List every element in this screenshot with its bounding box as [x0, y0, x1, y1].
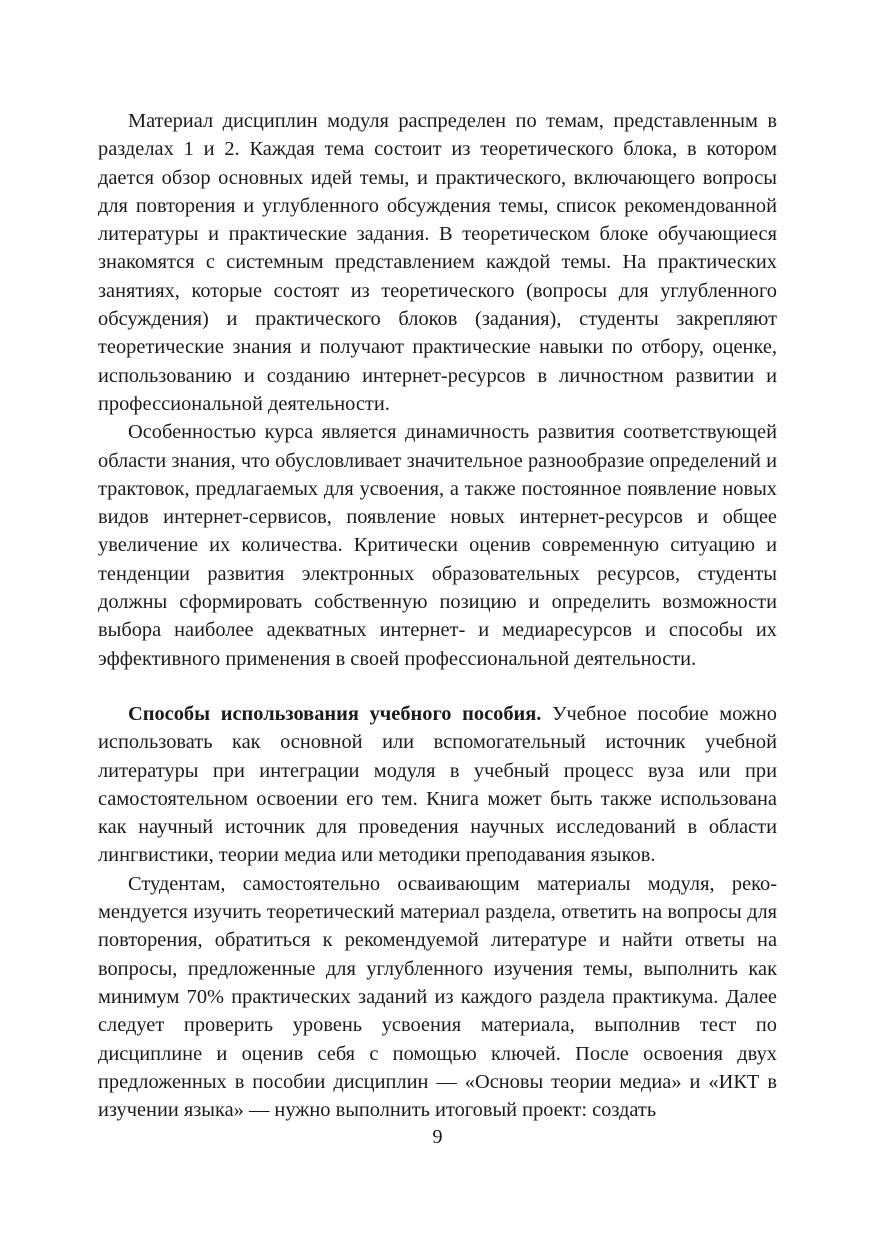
- paragraph-usage-methods: [98, 700, 777, 870]
- usage-methods-text: Учебное пособие можно использовать как основной или вспомогательный источник учебной литературы при интеграции модуля в учебный процесс вуза или при самостоятельном освоении его тем. Книга может быть также использована как научный источник для проведения научных исследований в области лингвистики, теории медиа или методики преподавания языков.: [98, 702, 777, 867]
- paragraph-gap: [98, 673, 777, 700]
- paragraph-student-recommendations: Студентам, самостоятельно осваивающим материалы модуля, рекомендуется изучить теоретический материал раздела, ответить на вопросы для повторения, обратиться к рекомендуемой литературе и найти ответы на вопросы, предложенные для углубленного изучения темы, выполнить как минимум 70% практических заданий из каждого раздела практикума. Далее следует проверить уровень усвоения материала, выполнив тест по дисциплине и оценив себя с помощью ключей. После освоения двух предложенных в пособии дисциплин — «Основы теории медиа» и «ИКТ в изучении языка» — нужно выполнить итоговый проект: создать: [98, 872, 777, 1122]
- usage-methods-heading: Способы использования учебного пособия.: [128, 702, 542, 725]
- page-body: [98, 107, 777, 1124]
- paragraph-module-material: Материал дисциплин модуля распределен по темам, представленным в разделах 1 и 2. Каждая тема состоит из теоретического блока, в котором дается обзор основных идей темы, и практического, включающего вопросы для повторения и углубленного обсуждения темы, список рекомендованной литературы и практические задания. В теоретическом блоке обучающиеся знакомятся с системным представлением каждой темы. На практических занятиях, которые состоят из теоретического (вопросы для углубленного обсуждения) и практического блоков (задания), студенты закрепляют теоретические знания и получают практические навыки по отбору, оценке, использованию и созданию интернет-ресурсов в личностном развитии и профессиональной деятельности.: [98, 110, 777, 415]
- page-number: 9: [432, 1126, 443, 1148]
- paragraph-course-feature: Особенностью курса является динамичность развития соответствующей области знания, что обусловливает значительное разнообразие определений и трактовок, предлагаемых для усвоения, а также постоянное появление новых видов интернет-сервисов, появление новых интернет-ресурсов и общее увеличение их количества. Критически оценив современную ситуацию и тенденции развития электронных образовательных ресурсов, студенты должны сформировать собственную позицию и определить возможности выбора наиболее адекватных интернет- и медиаресурсов и способы их эффективного применения в своей профессиональной деятельности.: [98, 421, 777, 670]
